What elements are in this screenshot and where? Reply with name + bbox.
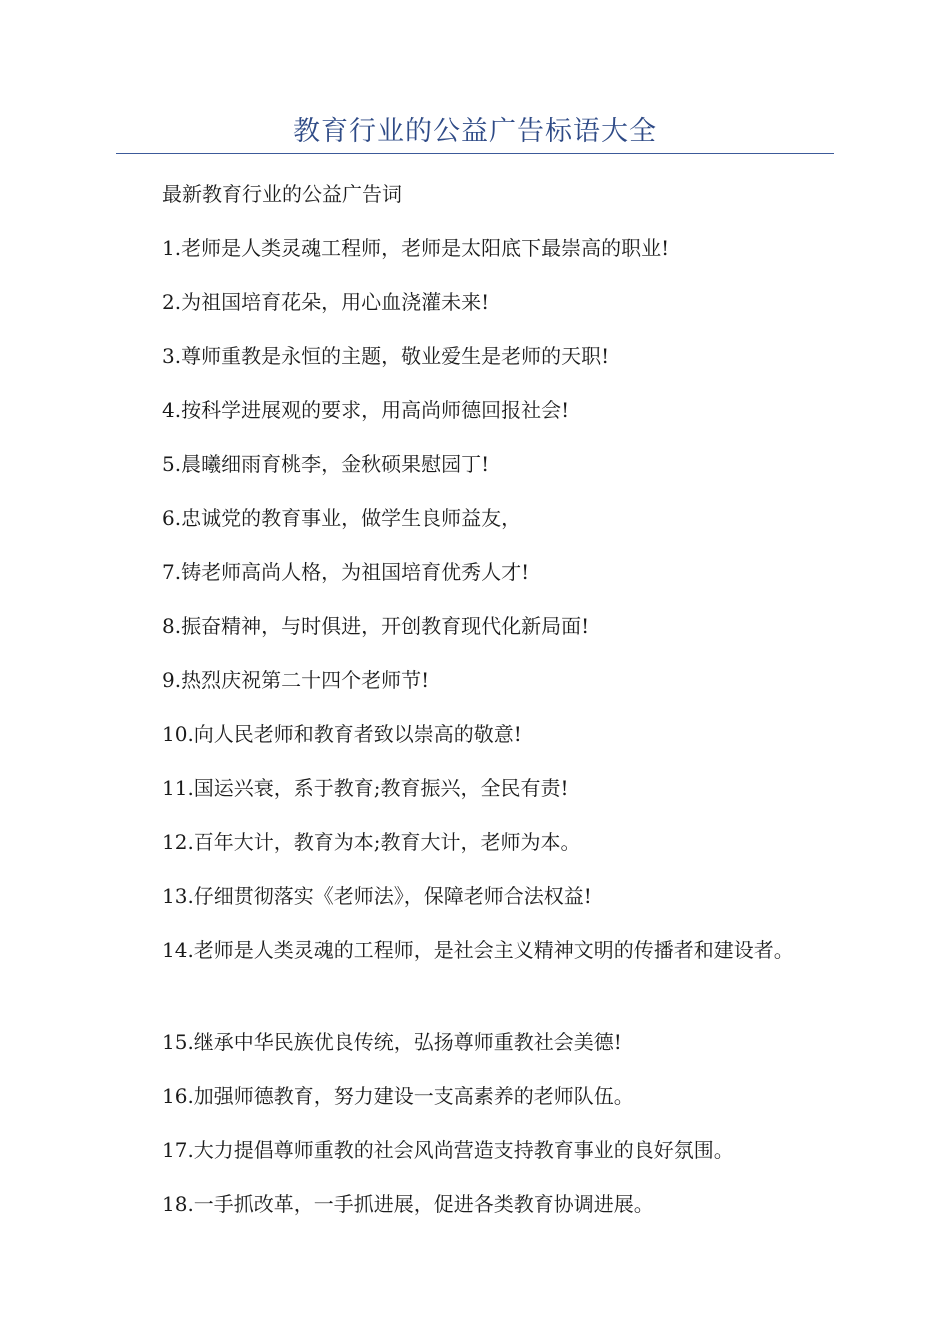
slogan-item: 2.为祖国培育花朵，用心血浇灌未来! xyxy=(162,290,490,314)
slogan-item: 6.忠诚党的教育事业，做学生良师益友， xyxy=(162,506,522,530)
document-title: 教育行业的公益广告标语大全 xyxy=(293,116,657,147)
slogan-item: 13.仔细贯彻落实《老师法》，保障老师合法权益! xyxy=(162,884,592,908)
slogan-item: 17.大力提倡尊师重教的社会风尚营造支持教育事业的良好氛围。 xyxy=(162,1138,734,1162)
slogan-item: 18.一手抓改革，一手抓进展，促进各类教育协调进展。 xyxy=(162,1192,654,1216)
slogan-item: 14.老师是人类灵魂的工程师，是社会主义精神文明的传播者和建设者。 xyxy=(162,938,794,962)
slogan-item: 15.继承中华民族优良传统，弘扬尊师重教社会美德! xyxy=(162,1030,622,1054)
slogan-item: 8.振奋精神，与时俱进，开创教育现代化新局面! xyxy=(162,614,590,638)
slogan-item: 9.热烈庆祝第二十四个老师节! xyxy=(162,668,430,692)
slogan-item: 10.向人民老师和教育者致以崇高的敬意! xyxy=(162,722,522,746)
title-underline xyxy=(116,153,834,154)
slogan-item: 4.按科学进展观的要求，用高尚师德回报社会! xyxy=(162,398,570,422)
slogan-item: 12.百年大计，教育为本;教育大计，老师为本。 xyxy=(162,830,581,854)
slogan-item: 3.尊师重教是永恒的主题，敬业爱生是老师的天职! xyxy=(162,344,610,368)
section-heading: 最新教育行业的公益广告词 xyxy=(162,182,402,206)
slogan-item: 7.铸老师高尚人格，为祖国培育优秀人才! xyxy=(162,560,530,584)
slogan-item: 16.加强师德教育，努力建设一支高素养的老师队伍。 xyxy=(162,1084,634,1108)
slogan-item: 11.国运兴衰，系于教育;教育振兴，全民有责! xyxy=(162,776,569,800)
slogan-item: 1.老师是人类灵魂工程师，老师是太阳底下最崇高的职业! xyxy=(162,236,670,260)
slogan-item: 5.晨曦细雨育桃李，金秋硕果慰园丁! xyxy=(162,452,490,476)
